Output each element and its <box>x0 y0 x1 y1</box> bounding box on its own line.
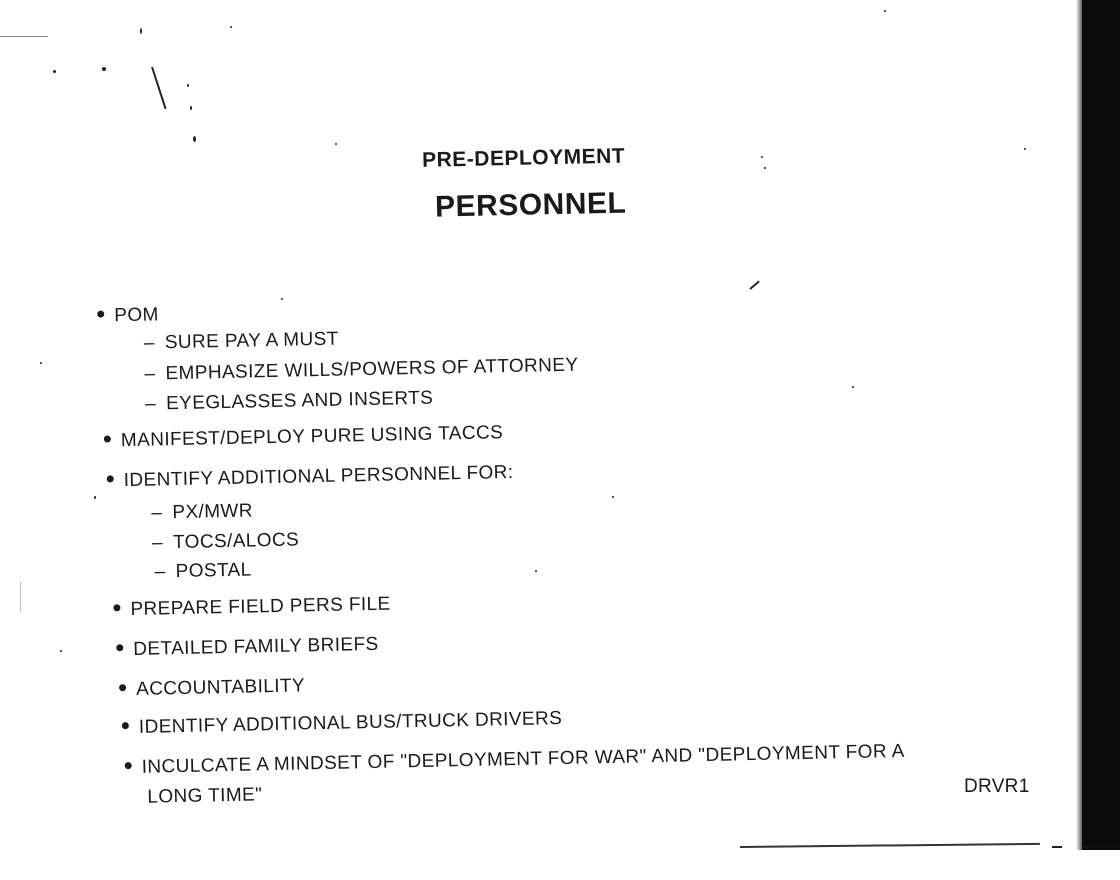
bullet-icon <box>116 645 123 652</box>
list-item-text: IDENTIFY ADDITIONAL PERSONNEL FOR: <box>123 461 514 492</box>
list-subitem <box>154 559 251 583</box>
bullet-icon <box>125 763 132 770</box>
list-item-text: DETAILED FAMILY BRIEFS <box>133 633 379 660</box>
list-item-text: TOCS/ALOCS <box>172 529 300 554</box>
list-item <box>97 304 159 327</box>
list-subitem <box>152 529 300 554</box>
list-item-text: EYEGLASSES AND INSERTS <box>165 387 434 415</box>
dash-icon: – <box>154 561 166 583</box>
list-item <box>107 462 514 493</box>
list-item <box>125 741 905 779</box>
list-subitem <box>145 388 434 416</box>
list-item-text: SURE PAY A MUST <box>164 328 339 354</box>
list-item-text: POM <box>114 304 159 327</box>
list-item <box>122 708 563 739</box>
dash-icon: – <box>144 363 156 385</box>
list-item-text: ACCOUNTABILITY <box>135 675 306 700</box>
document-code: DRVR1 <box>964 776 1030 797</box>
bullet-icon <box>107 476 114 483</box>
list-item <box>116 634 379 661</box>
bullet-icon <box>97 311 104 318</box>
document-title: PRE-DEPLOYMENT <box>421 144 626 172</box>
list-item-text: PX/MWR <box>172 500 254 524</box>
document-subtitle: PERSONNEL <box>434 186 627 224</box>
list-item-text: MANIFEST/DEPLOY PURE USING TACCS <box>120 422 504 452</box>
bullet-icon <box>119 685 126 692</box>
list-item-text: PREPARE FIELD PERS FILE <box>130 593 391 621</box>
list-item-text: INCULCATE A MINDSET OF "DEPLOYMENT FOR WAR" AND "DEPLOYMENT FOR A <box>141 740 905 778</box>
bullet-icon <box>113 605 120 612</box>
list-item-text: EMPHASIZE WILLS/POWERS OF ATTORNEY <box>165 354 579 385</box>
list-item-text: LONG TIME" <box>147 784 263 808</box>
dash-icon: – <box>151 532 164 554</box>
dash-icon: – <box>151 502 163 524</box>
list-item-text: IDENTIFY ADDITIONAL BUS/TRUCK DRIVERS <box>138 708 563 738</box>
list-item-text: POSTAL <box>175 559 252 583</box>
list-item <box>104 422 504 452</box>
list-item <box>119 675 305 701</box>
list-subitem <box>151 500 253 524</box>
list-item <box>113 594 391 622</box>
bullet-icon <box>104 436 111 443</box>
list-subitem <box>144 355 578 386</box>
dash-icon: – <box>144 393 157 415</box>
list-subitem <box>144 329 339 355</box>
dash-icon: – <box>143 332 156 354</box>
list-item-continuation <box>147 784 262 808</box>
bullet-icon <box>122 723 129 730</box>
